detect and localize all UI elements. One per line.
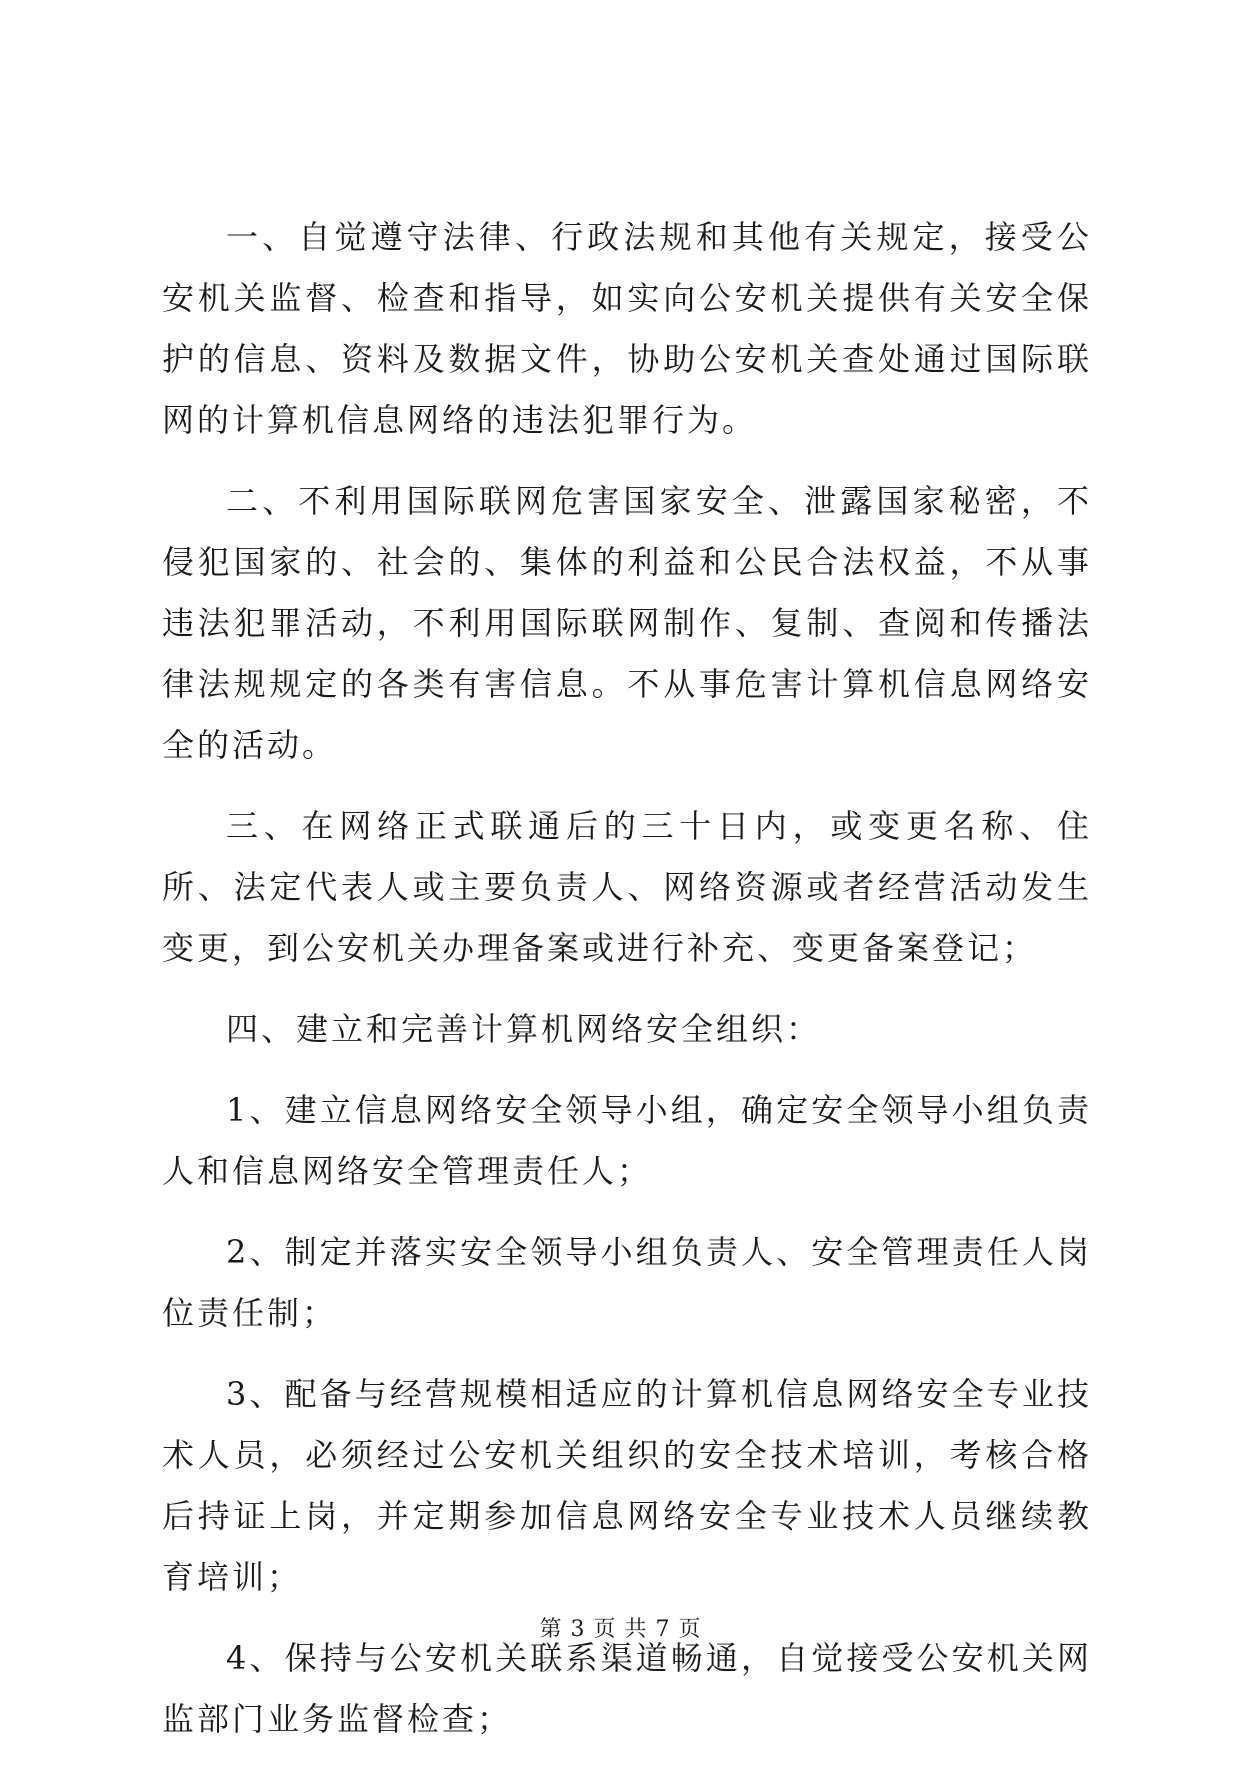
paragraph: 1、建立信息网络安全领导小组，确定安全领导小组负责人和信息网络安全管理责任人； — [162, 1091, 1092, 1190]
paragraph: 4、保持与公安机关联系渠道畅通，自觉接受公安机关网监部门业务监督检查； — [162, 1639, 1092, 1738]
paragraph: 2、制定并落实安全领导小组负责人、安全管理责任人岗位责任制； — [162, 1233, 1092, 1332]
document-body — [162, 207, 1092, 1770]
paragraph: 二、不利用国际联网危害国家安全、泄露国家秘密，不侵犯国家的、社会的、集体的利益和公民合法权益，不从事违法犯罪活动，不利用国际联网制作、复制、查阅和传播法律法规规定的各类有害信息。不从事危害计算机信息网络安全的活动。 — [162, 482, 1092, 764]
paragraph: 3、配备与经营规模相适应的计算机信息网络安全专业技术人员，必须经过公安机关组织的安全技术培训，考核合格后持证上岗，并定期参加信息网络安全专业技术人员继续教育培训； — [162, 1375, 1092, 1596]
paragraph: 一、自觉遵守法律、行政法规和其他有关规定，接受公安机关监督、检查和指导，如实向公安机关提供有关安全保护的信息、资料及数据文件，协助公安机关查处通过国际联网的计算机信息网络的违法犯罪行为。 — [162, 218, 1092, 439]
page-footer: 第 3 页 共 7 页 — [539, 1617, 702, 1642]
paragraph: 三、在网络正式联通后的三十日内，或变更名称、住所、法定代表人或主要负责人、网络资源或者经营活动发生变更，到公安机关办理备案或进行补充、变更备案登记； — [162, 807, 1092, 967]
paragraph: 四、建立和完善计算机网络安全组织： — [226, 1010, 822, 1048]
